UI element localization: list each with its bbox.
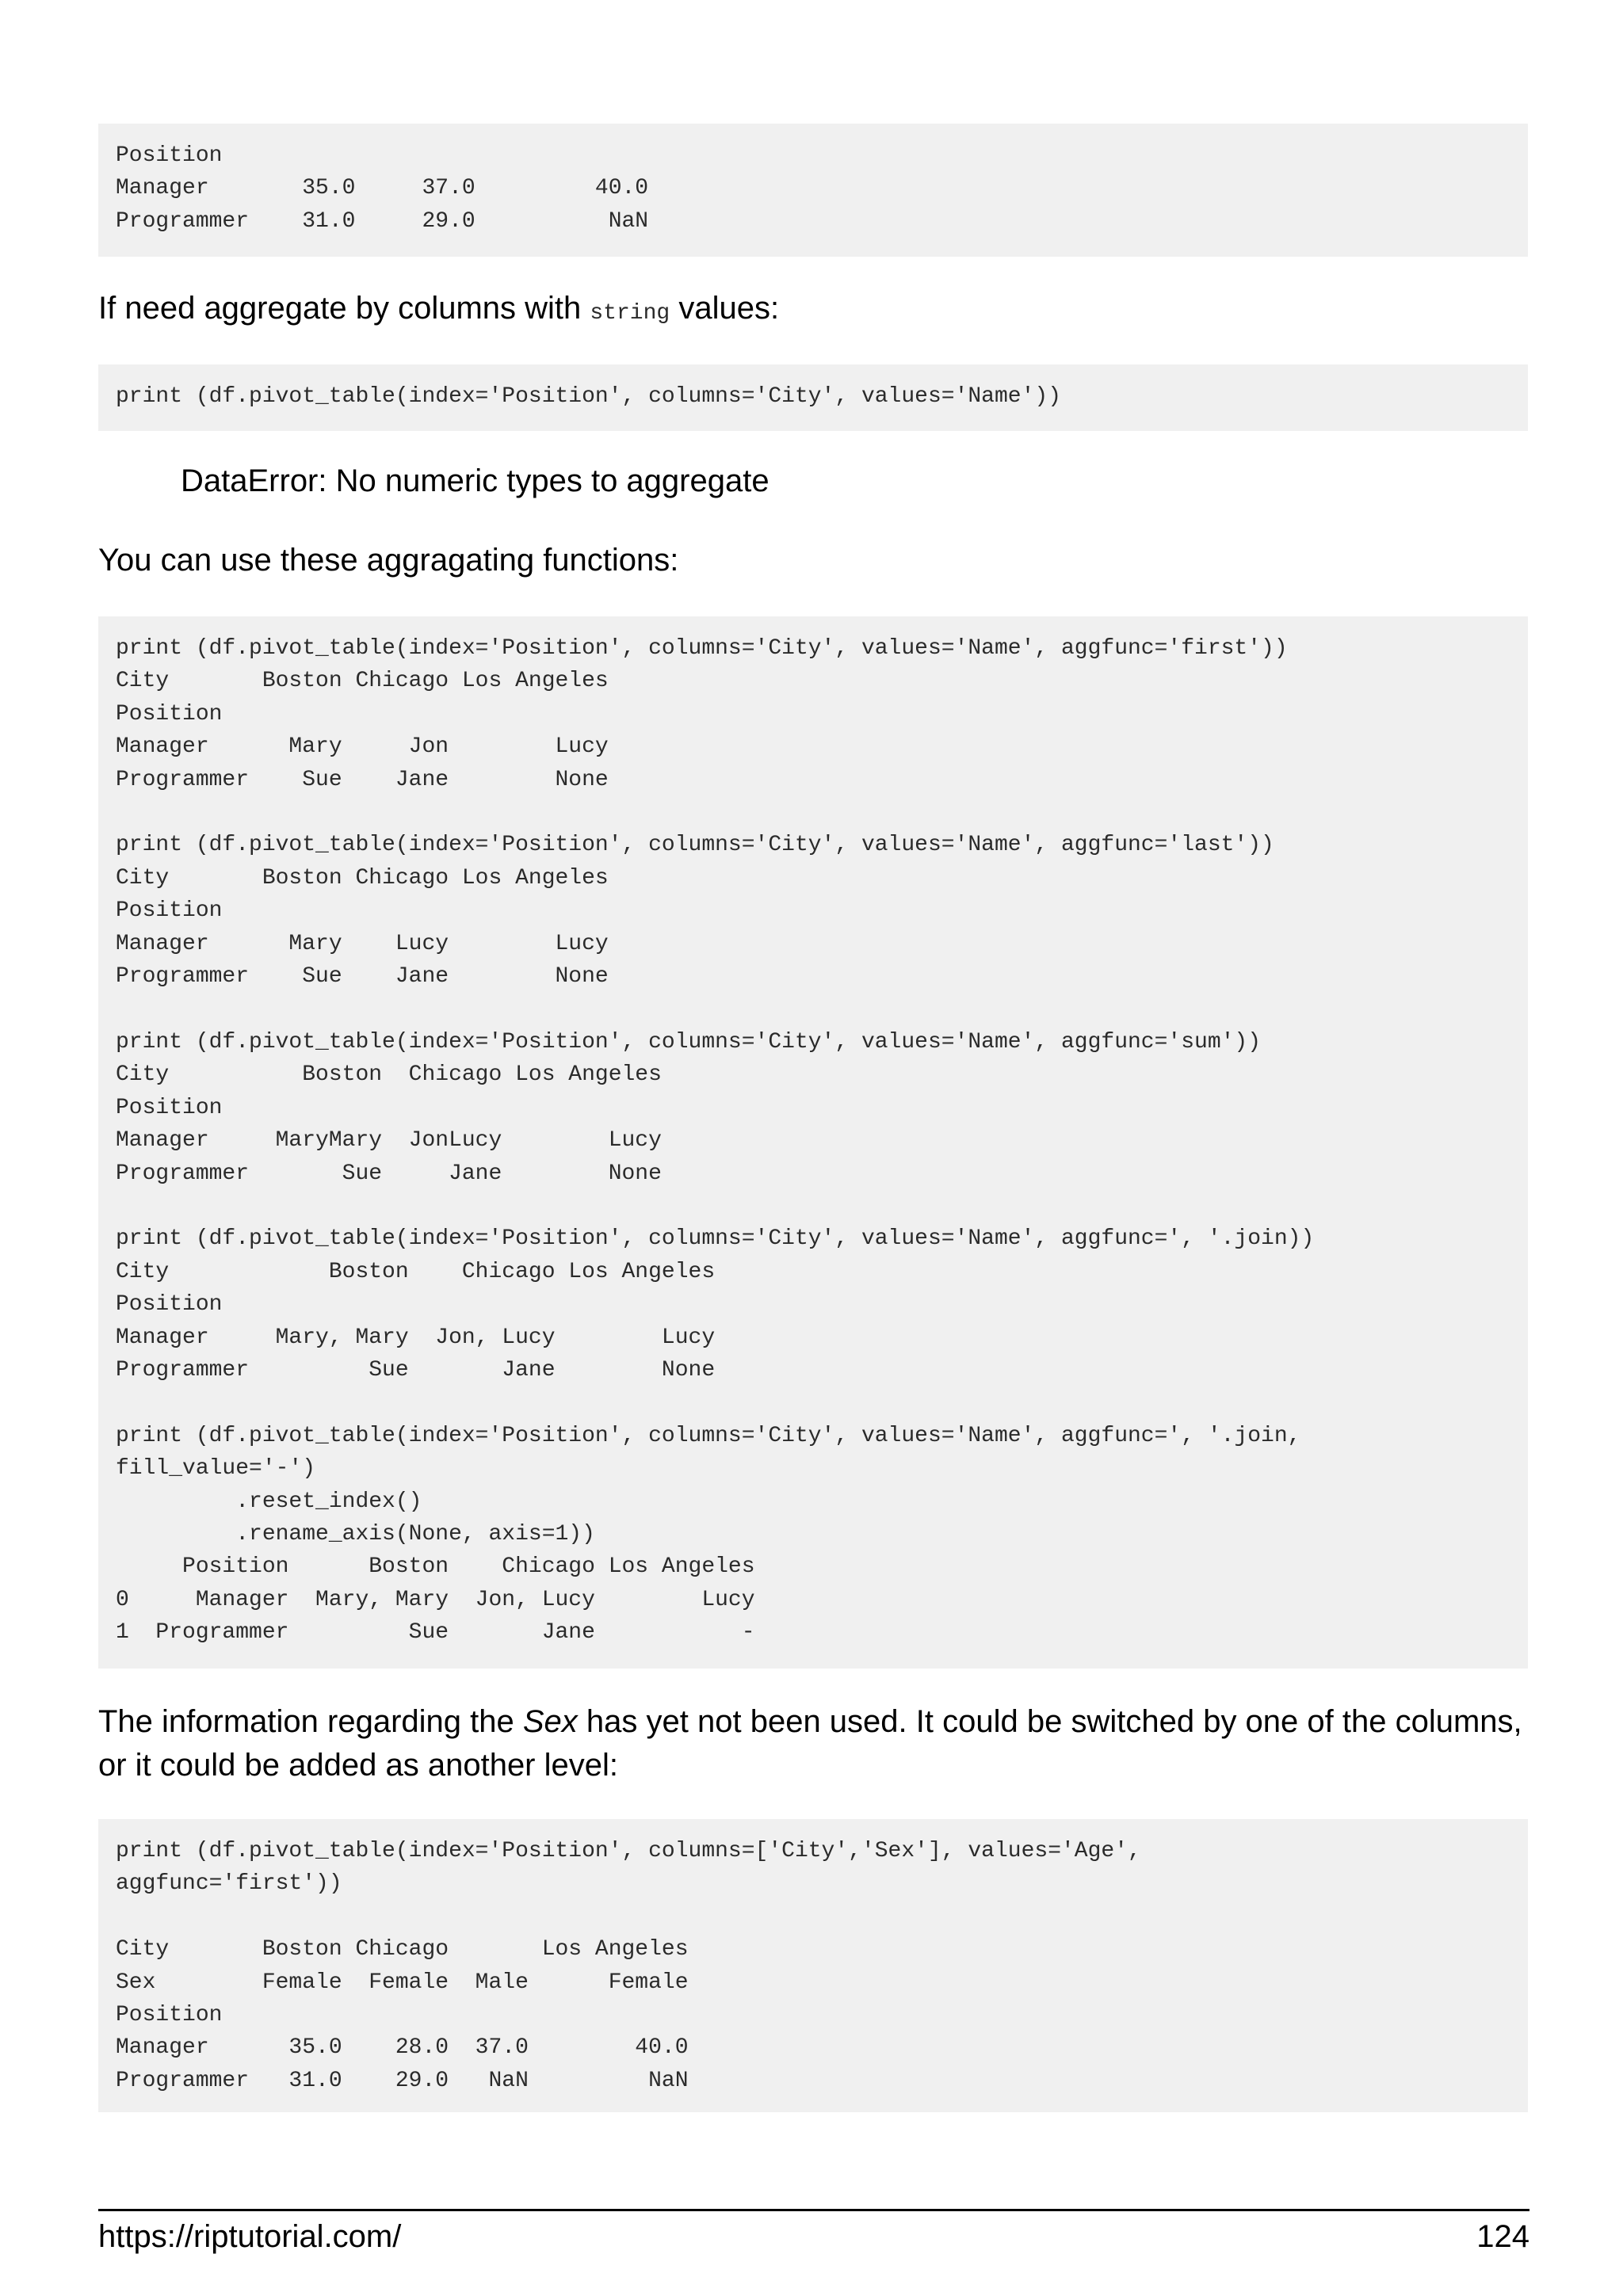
emphasis-sex: Sex	[522, 1704, 578, 1739]
paragraph-text: The information regarding the	[98, 1704, 523, 1739]
paragraph-text: If need aggregate by columns with	[98, 291, 590, 326]
footer-divider	[98, 2209, 1529, 2211]
code-block-agg-functions: print (df.pivot_table(index='Position', columns='City', values='Name', aggfunc='first')) City Boston Chicago Los Angeles Position Manager Mary Jon Lucy Programmer Sue Jane None print (df.pivot_table(index='Position', columns='City', values='Name', aggfunc='last')) City Boston Chicago Los Angeles Position Manager Mary Lucy Lucy Programmer Sue Jane None print (df.pivot_table(index='Position', columns='City', values='Name', aggfunc='sum')) City Boston Chicago Los Angeles Position Manager MaryMary JonLucy Lucy Programmer Sue Jane None print (df.pivot_table(index='Position', columns='City', values='Name', aggfunc=', '.join)) City Boston Chicago Los Angeles Position Manager Mary, Mary Jon, Lucy Lucy Programmer Sue Jane None print (df.pivot_table(index='Position', columns='City', values='Name', aggfunc=', '.join, fill_value='-') .reset_index() .rename_axis(None, axis=1)) Position Boston Chicago Los Angeles 0 Manager Mary, Mary Jon, Lucy Lucy 1 Programmer Sue Jane -	[98, 616, 1528, 1669]
code-block-string-values: print (df.pivot_table(index='Position', columns='City', values='Name'))	[98, 364, 1528, 431]
code-block-top-output: Position Manager 35.0 37.0 40.0 Programmer 31.0 29.0 NaN	[98, 124, 1528, 257]
paragraph-text: values:	[670, 291, 780, 326]
paragraph-agg-intro: You can use these aggragating functions:	[98, 543, 679, 578]
paragraph-sex-level	[98, 1700, 1528, 1787]
paragraph-string-intro	[98, 287, 1528, 335]
page-number: 124	[1476, 2219, 1529, 2254]
paragraph-text: has yet not been used. It could be switched by one of the columns, or it could be added as another level:	[98, 1704, 1522, 1783]
code-block-multi-level: print (df.pivot_table(index='Position', columns=['City','Sex'], values='Age', aggfunc='first')) City Boston Chicago Los Angeles Sex Female Female Male Female Position Manager 35.0 28.0 37.0 40.0 Programmer 31.0 29.0 NaN NaN	[98, 1819, 1528, 2112]
inline-code-string: string	[590, 301, 670, 326]
error-message: DataError: No numeric types to aggregate	[181, 463, 769, 498]
footer-url: https://riptutorial.com/	[98, 2219, 402, 2254]
